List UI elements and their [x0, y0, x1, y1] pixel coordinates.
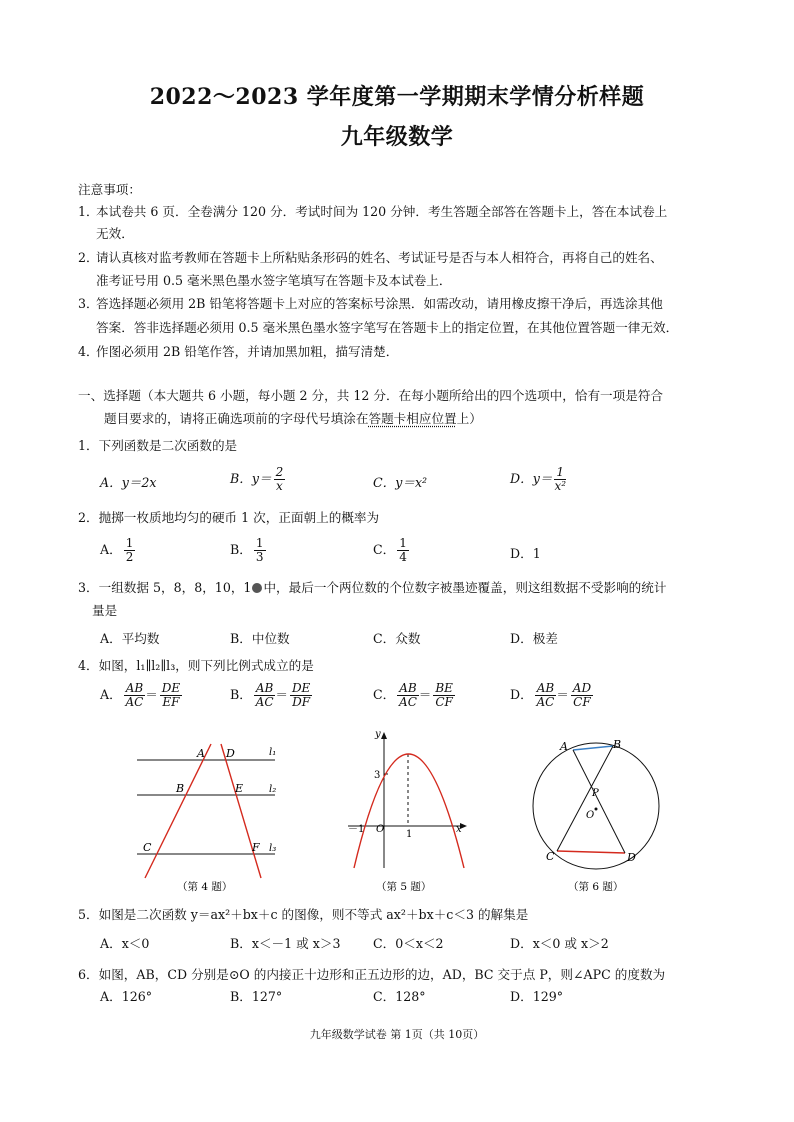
figure-4-caption: （第 4 题）	[177, 881, 233, 893]
notice-item-3: 答选择题必须用 2B 铅笔将答题卡上对应的答案标号涂黑．如需改动，请用橡皮擦干净后，再选涂其他	[96, 296, 663, 311]
page-subtitle: 九年级数学	[340, 124, 454, 150]
y-axis-arrow-icon	[381, 732, 387, 739]
q4-stem: 4．如图，l₁∥l₂∥l₃，则下列比例式成立的是	[78, 658, 314, 673]
figure-6-caption: （第 6 题）	[568, 881, 624, 893]
q2-stem: 2．抛掷一枚质地均匀的硬币 1 次，正面朝上的概率为	[78, 510, 380, 525]
q5-option-c: C．0＜x＜2	[373, 936, 444, 951]
q4-option-c: C． $\frac{AB}{AC}$ ＝ $\frac{BE}{CF}$	[373, 681, 453, 709]
page-footer: 九年级数学试卷 第 1页（共 10页）	[309, 1028, 485, 1041]
q1-option-c: C．y＝x²	[373, 475, 428, 490]
notice-item-2-no: 2．	[78, 250, 99, 265]
q2-option-a: A． $\frac{1}{2}$	[100, 536, 134, 564]
q6-option-b: B．127°	[230, 989, 283, 1004]
l2-label: l₂	[269, 784, 277, 795]
notice-item-1: 本试卷共 6 页．全卷满分 120 分．考试时间为 120 分钟．考生答题全部答在答题卡上，答在本试卷上	[96, 204, 668, 219]
x-value-neg1-label: －1	[348, 824, 365, 835]
point-a-label: A	[560, 740, 568, 753]
ink-blot-icon	[252, 583, 262, 593]
l1-label: l₁	[269, 747, 277, 758]
transversal-ac	[145, 744, 211, 878]
point-d-label: D	[627, 851, 636, 864]
point-o-label: O	[586, 810, 595, 821]
q5-option-a: A．x＜0	[100, 936, 150, 951]
chord-ab	[573, 746, 613, 750]
segment-ad	[573, 750, 625, 853]
chord-cd	[557, 851, 625, 853]
notice-heading: 注意事项：	[78, 182, 141, 197]
q5-option-b: B．x＜－1 或 x＞3	[230, 936, 341, 951]
l3-label: l₃	[269, 843, 277, 854]
q6-option-c: C．128°	[373, 989, 426, 1004]
notice-item-3-no: 3．	[78, 296, 99, 311]
q6-stem: 6．如图，AB，CD 分别是⊙O 的内接正十边形和正五边形的边，AD，BC 交于点 P，则∠APC 的度数为	[78, 967, 666, 982]
q3-option-c: C．众数	[373, 631, 421, 646]
center-point	[595, 808, 598, 811]
q6-option-d: D．129°	[510, 989, 564, 1004]
notice-item-1-cont: 无效．	[96, 226, 134, 241]
q5-option-d: D．x＜0 或 x＞2	[510, 936, 609, 951]
page-title: 2022～2023 学年度第一学期期末学情分析样题	[149, 84, 645, 110]
point-f-label: F	[252, 841, 260, 854]
q2-option-b: B． $\frac{1}{3}$	[230, 536, 264, 564]
figure-6	[530, 738, 670, 898]
notice-item-3-cont: 答案．答非选择题必须用 0.5 毫米黑色墨水签字笔写在答题卡上的指定位置，在其他位置答题一律无效．	[96, 320, 679, 335]
q3-stem-cont: 量是	[92, 603, 118, 618]
q4-option-d: D． $\frac{AB}{AC}$ ＝ $\frac{AD}{CF}$	[510, 681, 592, 709]
q1-option-b: B．y＝ $\frac{2}{x}$	[230, 465, 284, 493]
q3-option-d: D．极差	[510, 631, 558, 646]
q1-option-d: D．y＝ $\frac{1}{\text{x²}}$	[510, 465, 567, 493]
origin-label: O	[376, 824, 385, 835]
y-value-3-label: 3	[374, 770, 381, 781]
notice-item-4-no: 4．	[78, 344, 99, 359]
figure-5	[340, 728, 480, 898]
point-c-label: C	[143, 841, 152, 854]
section1-heading-cont: 题目要求的，请将正确选项前的字母代号填涂在答题卡相应位置上）	[104, 411, 482, 426]
figure-4	[125, 738, 295, 898]
section1-heading: 一、选择题（本大题共 6 小题，每小题 2 分，共 12 分．在每小题所给出的四个选项中，恰有一项是符合	[78, 388, 664, 403]
q3-stem: 3．一组数据 5，8，8，10，1 中，最后一个两位数的个位数字被墨迹覆盖，则这组数据不受影响的统计	[78, 580, 667, 595]
q3-option-a: A．平均数	[100, 631, 160, 646]
point-b-label: B	[613, 738, 622, 751]
notice-item-1-no: 1．	[78, 204, 99, 219]
segment-bc	[557, 746, 613, 851]
point-e-label: E	[235, 782, 244, 795]
q1-stem: 1．下列函数是二次函数的是	[78, 438, 238, 453]
point-c-label: C	[546, 850, 555, 863]
y-axis-label: y	[375, 729, 381, 740]
q2-option-c: C． $\frac{1}{4}$	[373, 536, 407, 564]
notice-item-4: 作图必须用 2B 铅笔作答，并请加黑加粗，描写清楚．	[96, 344, 399, 359]
q4-option-b: B． $\frac{AB}{AC}$ ＝ $\frac{DE}{DF}$	[230, 681, 311, 709]
q1-option-a: A．y＝2x	[100, 475, 157, 490]
x-value-1-label: 1	[406, 829, 413, 840]
q5-stem: 5．如图是二次函数 y＝ax²＋bx＋c 的图像，则不等式 ax²＋bx＋c＜3 的解集是	[78, 907, 529, 922]
q2-option-d: D．1	[510, 546, 541, 561]
figure-5-caption: （第 5 题）	[376, 881, 432, 893]
point-p-label: P	[592, 788, 599, 799]
point-b-label: B	[176, 782, 185, 795]
q4-option-a: A． $\frac{AB}{AC}$ ＝ $\frac{DE}{EF}$	[100, 681, 181, 709]
transversal-df	[221, 744, 261, 878]
point-a-label: A	[197, 747, 205, 760]
notice-item-2: 请认真核对监考教师在答题卡上所粘贴条形码的姓名、考试证号是否与本人相符合，再将自己的姓名、	[96, 250, 663, 265]
q3-option-b: B．中位数	[230, 631, 290, 646]
parabola-curve	[354, 754, 464, 868]
x-axis-label: x	[456, 824, 462, 835]
q6-option-a: A．126°	[100, 989, 153, 1004]
notice-item-2-cont: 准考证号用 0.5 毫米黑色墨水签字笔填写在答题卡及本试卷上．	[96, 273, 452, 288]
point-d-label: D	[226, 747, 235, 760]
